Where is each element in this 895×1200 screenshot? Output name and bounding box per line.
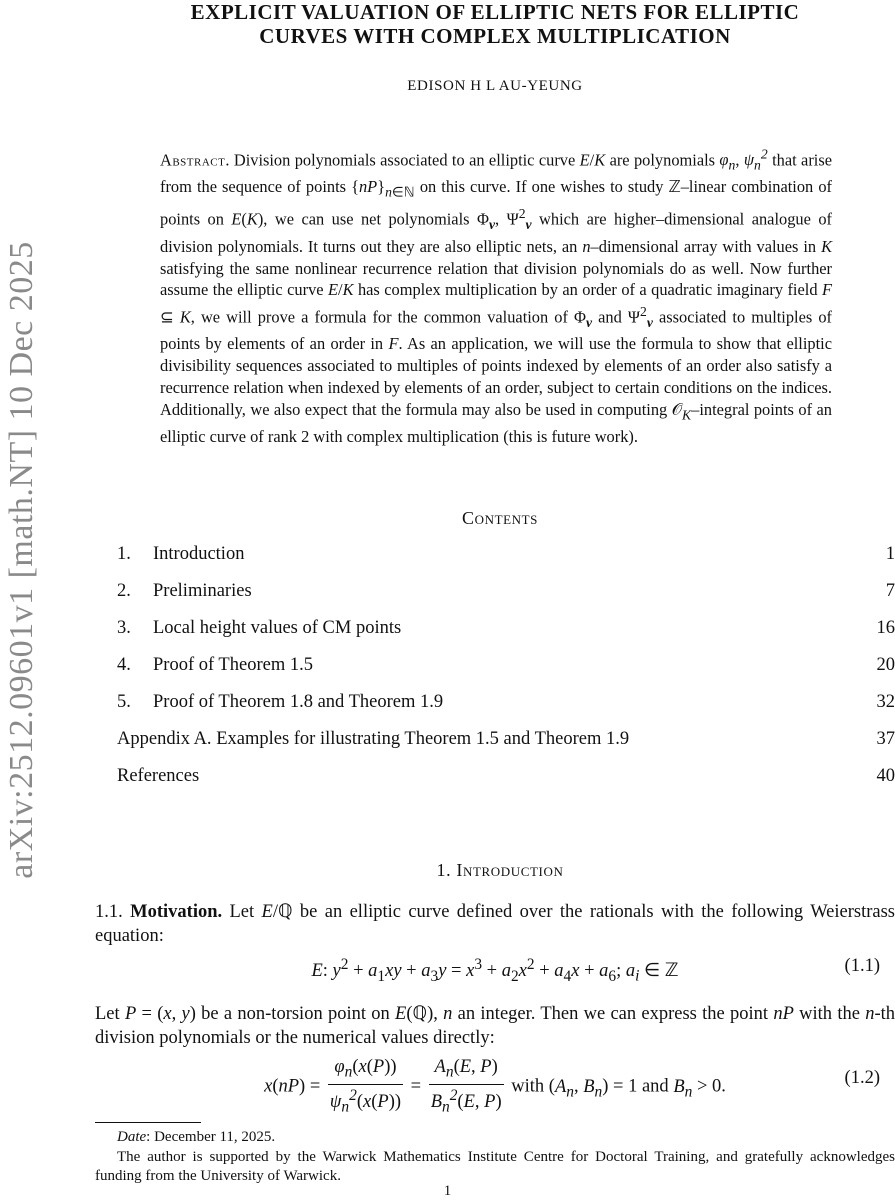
intro-paragraph-1: 1.1. Motivation. Let E/ℚ be an elliptic curve defined over the rationals with the following Weierstrass equation: [95,902,895,946]
toc-label: References [117,766,200,786]
author-name: EDISON H L AU-YEUNG [407,78,583,94]
toc-number: 5. [117,692,131,712]
toc-label: Examples for illustrating Theorem 1.5 and Theorem 1.9 [216,729,630,749]
toc-page: 20 [876,655,895,675]
title-line-2: CURVES WITH COMPLEX MULTIPLICATION [259,24,731,48]
toc-number: 3. [117,618,131,638]
toc-entry[interactable] [117,729,895,766]
toc-entry[interactable] [117,692,895,729]
page-number: 1 [443,1183,452,1199]
intro-paragraph-2: Let P = (x, y) be a non-torsion point on E(ℚ), n an integer. Then we can express the point nP with the n-th division polynomials or the numerical values directly: [95,1004,895,1048]
footnote-funding: The author is supported by the Warwick Mathematics Institute Centre for Doctoral Training, and gratefully acknowledges funding from the University of Warwick. [95,1149,895,1184]
toc-page: 1 [885,544,895,564]
abstract-heading: Abstract [160,150,226,170]
toc-label: Preliminaries [153,581,252,601]
toc-entry[interactable] [117,618,895,655]
toc-label: Proof of Theorem 1.8 and Theorem 1.9 [153,692,444,712]
subsection-number: 1.1. [95,902,123,922]
footnote-date: Date: December 11, 2025. [117,1129,276,1145]
toc-number: 4. [117,655,131,675]
toc-number: 1. [117,544,131,564]
equation-1-2: x(nP) = $\frac{\varphi_n(x(P))}{\psi_n^2(x(P))}$ = $\frac{A_n(E, P)}{B_n^2(E, P)}$ with ($A_n$, $B_n) = 1$ and $B_n > 0$. (1.2) [264,1057,880,1116]
toc-entry[interactable] [117,581,895,618]
section-heading [120,860,880,881]
toc-page: 16 [876,618,895,638]
toc-label: Local height values of CM points [153,618,402,638]
subsection-title: Motivation. [130,902,223,922]
table-of-contents [117,544,895,803]
arxiv-sidebar [0,230,52,890]
toc-number: Appendix A. [117,729,212,749]
toc-number: 2. [117,581,131,601]
title-line-1: EXPLICIT VALUATION OF ELLIPTIC NETS FOR ELLIPTIC [190,0,800,24]
equation-number: (1.2) [844,1068,880,1088]
contents-heading: Contents [461,508,539,528]
toc-entry[interactable] [117,766,895,803]
arxiv-identifier: arXiv:2512.09601v1 [math.NT] 10 Dec 2025 [3,241,40,879]
paper-title [120,0,870,48]
equation-1-1: E: $y^2 + a_1xy + a_3y = x^3 + a_2x^2 + a_4x + a_6$; $a_i$ ∈ ℤ (1.1) [311,956,880,985]
toc-page: 40 [876,766,895,786]
toc-page: 7 [885,581,895,601]
abstract: Abstract. Division polynomials associated to an elliptic curve E/K are polynomials $\varphi_n$, $\psi_n^2$ that arise from the sequence of points $\{nP\}_{n\in ℕ}$ on this curve. If one wishes to study ℤ–linear combination of points on E(K), we can use net polynomials $\Phi_v$, $\Psi^2_v$ which are higher–dimensional analogue of division polynomials. It turns out they are also elliptic nets, an n–dimensional array with values in K satisfying the same nonlinear recurrence relation that division polynomials do as well. Now further assume the elliptic curve E/K has complex multiplication by an order of a quadratic imaginary field F ⊆ K, we will prove a formula for the common valuation of $\Phi_v$ and $\Psi^2_v$ associated to multiples of points by elements of an order in F. As an application, we will use the formula to show that elliptic divisibility sequences associated to multiples of points indexed by elements of an order also satisfy a recurrence relation when indexed by elements of an order, subject to certain conditions on the indices. Additionally, we also expect that the formula may also be used in computing 𝒪$_K$–integral points of an elliptic curve of rank 2 with complex multiplication (this is future work). [160,147,833,446]
toc-page: 37 [876,729,895,749]
toc-label: Introduction [153,544,245,564]
equation-number: (1.1) [844,956,880,976]
section-number: 1. [436,860,452,880]
toc-page: 32 [876,692,895,712]
toc-label: Proof of Theorem 1.5 [153,655,313,675]
section-title: Introduction [456,860,564,880]
footnote-rule [95,1122,201,1123]
toc-entry[interactable] [117,655,895,692]
toc-entry[interactable] [117,544,895,581]
